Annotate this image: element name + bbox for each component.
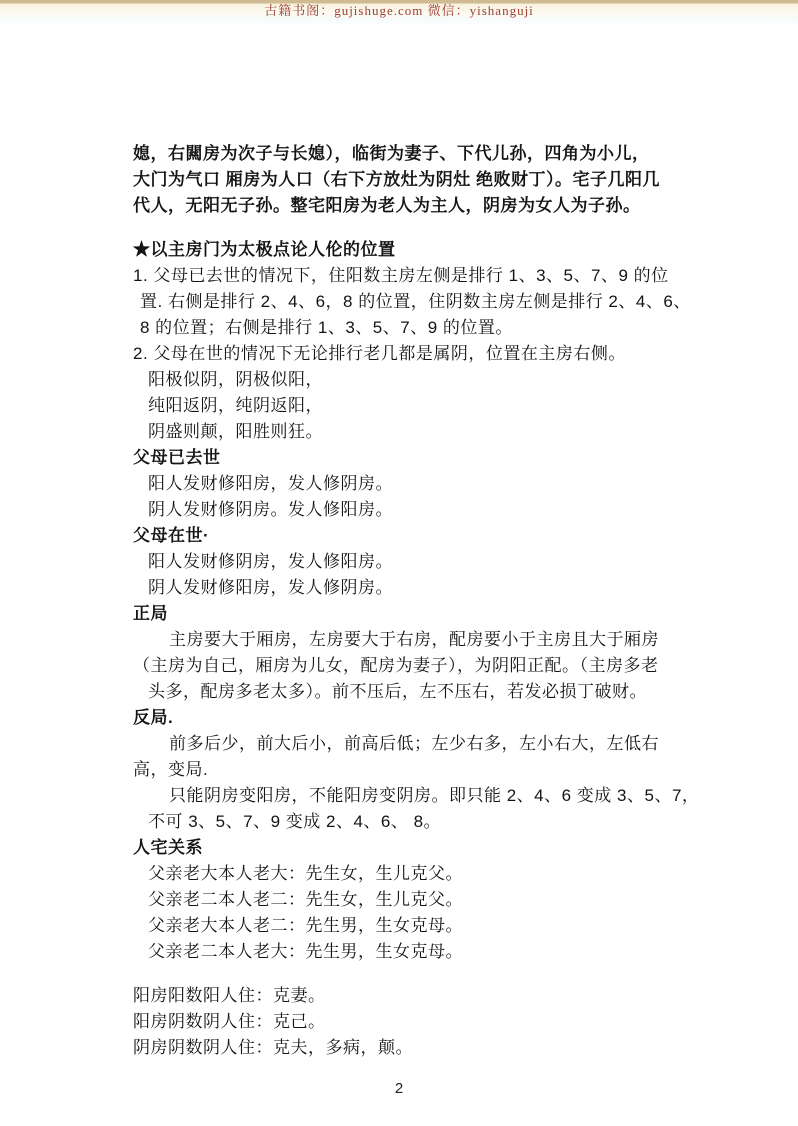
text-line: 8 的位置；右侧是排行 1、3、5、7、9 的位置。: [140, 318, 513, 337]
watermark-bar: [0, 0, 798, 30]
text-line: 阳人发财修阴房，发人修阳房。: [148, 552, 393, 571]
text-line: 头多，配房多老太多）。前不压后，左不压右，若发必损丁破财。: [148, 682, 647, 701]
text-line: 阴人发财修阴房。发人修阳房。: [148, 500, 393, 519]
text-line: 父亲老二本人老大：先生男，生女克母。: [148, 942, 463, 961]
watermark-text: 古籍书阁：gujishuge.com 微信：yishanguji: [264, 3, 534, 18]
section-heading: ★以主房门为太极点论人伦的位置: [133, 240, 396, 259]
text-line: （主房为自己，厢房为儿女，配房为妻子），为阴阳正配。（主房多老: [133, 656, 659, 675]
text-line: 主房要大于厢房，左房要大于右房，配房要小于主房且大于厢房: [169, 630, 659, 649]
text-line: 大门为气口 厢房为人口（右下方放灶为阴灶 绝败财丁）。宅子几阳几: [133, 170, 660, 189]
text-line: 只能阴房变阳房，不能阳房变阴房。即只能 2、4、6 变成 3、5、7，: [169, 786, 700, 805]
text-line: 阴人发财修阳房，发人修阴房。: [148, 578, 393, 597]
text-line: 父亲老大本人老二：先生男，生女克母。: [148, 916, 463, 935]
page-number: 2: [394, 1080, 404, 1097]
text-line: 前多后少，前大后小，前高后低；左少右多，左小右大，左低右: [169, 734, 659, 753]
text-line: 阳房阳数阳人住：克妻。: [133, 986, 326, 1005]
text-line: 代人，无阳无子孙。整宅阳房为老人为主人，阴房为女人为子孙。: [133, 196, 641, 215]
section-heading: 正局: [133, 604, 168, 623]
text-line: 阴房阴数阴人住：克夫，多病，颠。: [133, 1038, 413, 1057]
section-fanju: [133, 705, 700, 835]
section-heading: 人宅关系: [133, 838, 203, 857]
text-line: 高，变局.: [133, 760, 209, 779]
section-heading: 反局.: [133, 708, 174, 727]
text-line: 纯阳返阴，纯阴返阳，: [148, 396, 323, 415]
section-heading: 父母已去世: [133, 448, 221, 467]
text-line: 不可 3、5、7、9 变成 2、4、6、 8。: [148, 812, 442, 831]
text-line: 阳房阴数阴人住：克己。: [133, 1012, 326, 1031]
section-position: [133, 237, 691, 445]
closing-block: [133, 983, 681, 1061]
text-line: 1. 父母已去世的情况下，住阳数主房左侧是排行 1、3、5、7、9 的位: [133, 266, 669, 285]
text-line: 父亲老二本人老二：先生女，生儿克父。: [148, 890, 463, 909]
text-line: 置. 右侧是排行 2、4、6，8 的位置，住阴数主房左侧是排行 2、4、6、: [140, 292, 691, 311]
text-line: 媳，右闗房为次子与长媳），临街为妻子、下代儿孙，四角为小儿，: [133, 144, 650, 163]
section-parents-deceased: [133, 445, 681, 523]
text-line: 2. 父母在世的情况下无论排行老几都是属阴，位置在主房右侧。: [133, 344, 626, 363]
intro-paragraph: [133, 141, 681, 219]
text-line: 阳极似阴，阴极似阳，: [148, 370, 323, 389]
section-heading: 父母在世·: [133, 526, 210, 545]
text-line: 父亲老大本人老大：先生女，生儿克父。: [148, 864, 463, 883]
page-body: [133, 141, 700, 1061]
section-zhengju: [133, 601, 681, 705]
text-line: 阳人发财修阳房，发人修阴房。: [148, 474, 393, 493]
section-renzhai: [133, 835, 681, 965]
text-line: 阴盛则颠，阳胜则狂。: [148, 422, 323, 441]
section-parents-living: [133, 523, 681, 601]
